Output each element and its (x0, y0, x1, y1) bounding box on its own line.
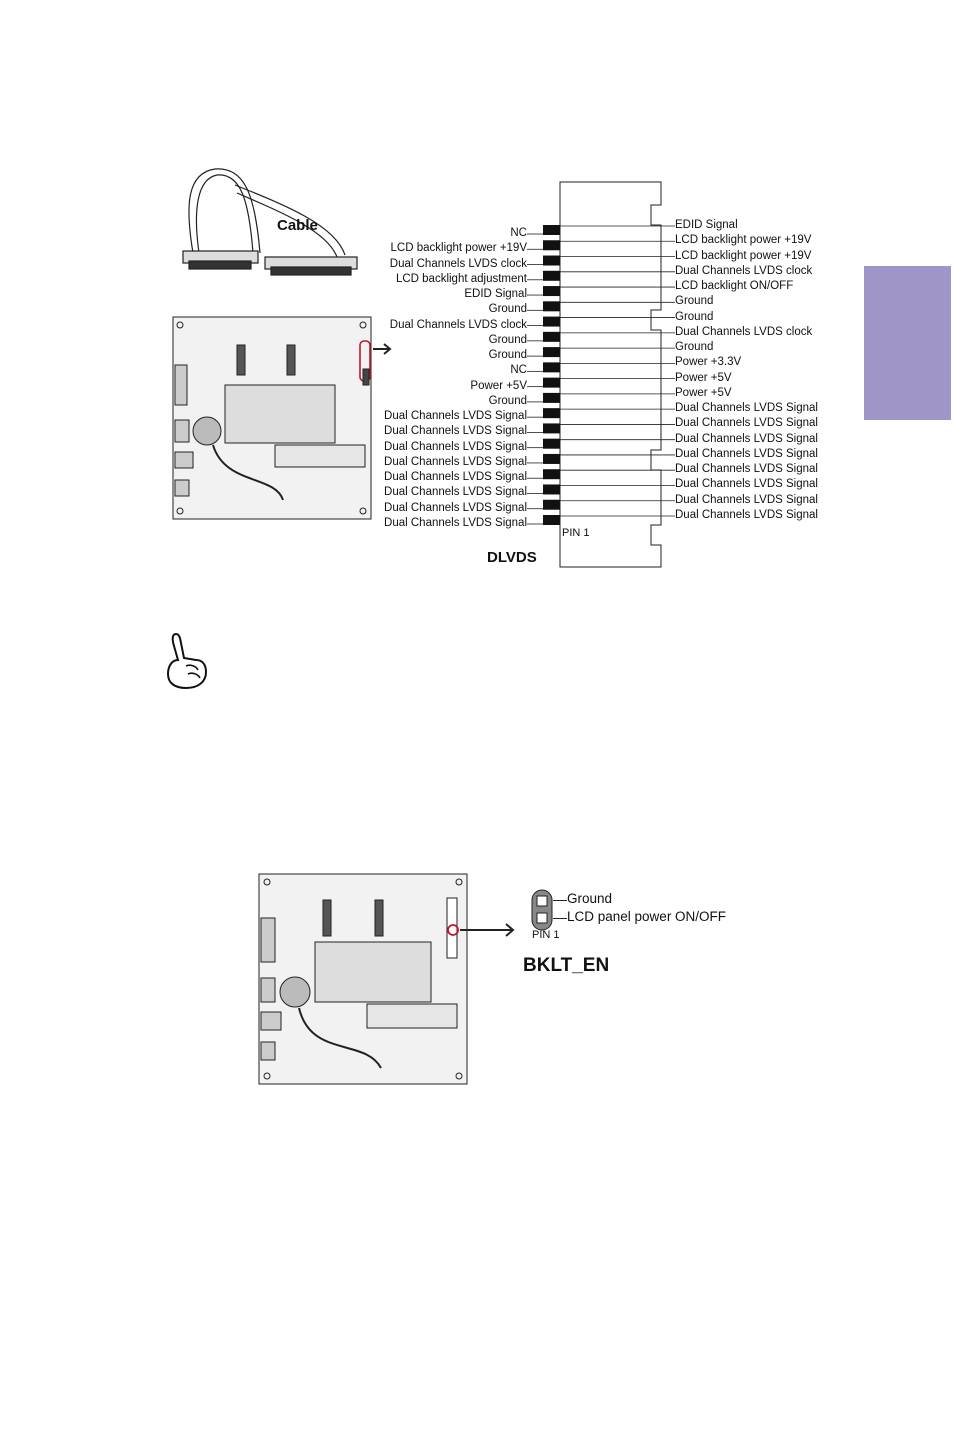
pin-block (543, 347, 560, 357)
left-pin-label: Dual Channels LVDS clock (389, 257, 527, 270)
pin1-label: PIN 1 (562, 527, 590, 539)
pin-block (543, 256, 560, 266)
chapter-side-tab (864, 266, 951, 420)
right-pin-label: Dual Channels LVDS Signal (675, 447, 818, 460)
pin-block (543, 469, 560, 479)
left-pin-label: LCD backlight power +19V (390, 242, 527, 255)
bklt-leader-top (553, 900, 567, 901)
left-pin-label: Dual Channels LVDS Signal (384, 455, 527, 468)
bklt-name: BKLT_EN (523, 955, 610, 976)
pin-block (543, 225, 560, 235)
pin-block (543, 362, 560, 372)
left-pin-label: Dual Channels LVDS Signal (384, 425, 527, 438)
left-pin-label: NC (510, 227, 527, 239)
right-pin-label: Power +3.3V (675, 356, 742, 369)
right-pin-label: Dual Channels LVDS clock (675, 325, 813, 338)
dlvds-diagram (165, 165, 830, 575)
left-pin-label: Ground (488, 349, 527, 362)
right-pin-label: Dual Channels LVDS Signal (675, 478, 818, 491)
dlvds-connector-outline (560, 182, 661, 567)
right-pin-label: Dual Channels LVDS Signal (675, 463, 818, 476)
bklt-leader-bottom (553, 918, 567, 919)
pin-block (543, 439, 560, 449)
left-pin-label: LCD backlight adjustment (395, 272, 527, 285)
pin-block (543, 408, 560, 418)
bklt-header-pins (531, 888, 553, 932)
bklt-arrow (458, 920, 518, 940)
pin-block (543, 484, 560, 494)
cable-illustration (183, 169, 357, 275)
right-pin-label: Ground (675, 310, 714, 323)
pin-block (543, 286, 560, 296)
right-pin-label: Dual Channels LVDS Signal (675, 402, 818, 415)
pointing-hand-icon (162, 630, 210, 690)
pin-block (543, 423, 560, 433)
right-pin-label: Ground (675, 295, 714, 308)
pin-block (543, 271, 560, 281)
pin-block (543, 301, 560, 311)
left-pin-label: Dual Channels LVDS clock (389, 318, 527, 331)
right-pin-label: Power +5V (675, 371, 732, 384)
board-to-connector-arrow (373, 344, 390, 354)
bklt-pin1-label: PIN 1 (532, 929, 560, 941)
right-pin-label: Dual Channels LVDS clock (675, 264, 813, 277)
left-pin-label: Dual Channels LVDS Signal (384, 486, 527, 499)
right-pin-label: Dual Channels LVDS Signal (675, 493, 818, 506)
pin-block (543, 240, 560, 250)
left-pin-label: Ground (488, 333, 527, 346)
right-pin-label: EDID Signal (675, 219, 738, 231)
left-pin-label: Dual Channels LVDS Signal (384, 501, 527, 514)
pin-block (543, 378, 560, 388)
left-pin-label: Dual Channels LVDS Signal (384, 410, 527, 423)
left-pin-label: Ground (488, 394, 527, 407)
right-pin-label: Dual Channels LVDS Signal (675, 432, 818, 445)
right-pin-label: LCD backlight power +19V (675, 234, 812, 247)
pin-block (543, 515, 560, 525)
pin-block (543, 317, 560, 327)
dlvds-pin-strip (543, 225, 560, 525)
right-pin-label: LCD backlight ON/OFF (675, 280, 794, 293)
left-pin-label: Ground (488, 303, 527, 316)
bklt-pin-top-label: Ground (567, 891, 613, 906)
bklt-board-illustration (255, 868, 475, 1090)
pin-block (543, 500, 560, 510)
right-pin-label: Dual Channels LVDS Signal (675, 417, 818, 430)
pin-block (543, 454, 560, 464)
cable-label: Cable (277, 217, 318, 234)
left-pin-label: EDID Signal (464, 288, 527, 301)
right-pin-label: Ground (675, 341, 714, 354)
left-pin-label: NC (510, 364, 527, 377)
right-pin-label: Dual Channels LVDS Signal (675, 509, 818, 521)
right-pin-label: LCD backlight power +19V (675, 249, 812, 262)
pin-block (543, 393, 560, 403)
left-pin-label: Dual Channels LVDS Signal (384, 440, 527, 453)
left-pin-label: Dual Channels LVDS Signal (384, 517, 527, 529)
connector-name: DLVDS (487, 549, 537, 566)
bklt-pin-bottom-label: LCD panel power ON/OFF (567, 909, 727, 924)
right-pin-label: Power +5V (675, 386, 732, 399)
motherboard-illustration (173, 317, 371, 519)
left-pin-label: Dual Channels LVDS Signal (384, 471, 527, 484)
left-pin-label: Power +5V (470, 379, 527, 392)
pin-block (543, 332, 560, 342)
